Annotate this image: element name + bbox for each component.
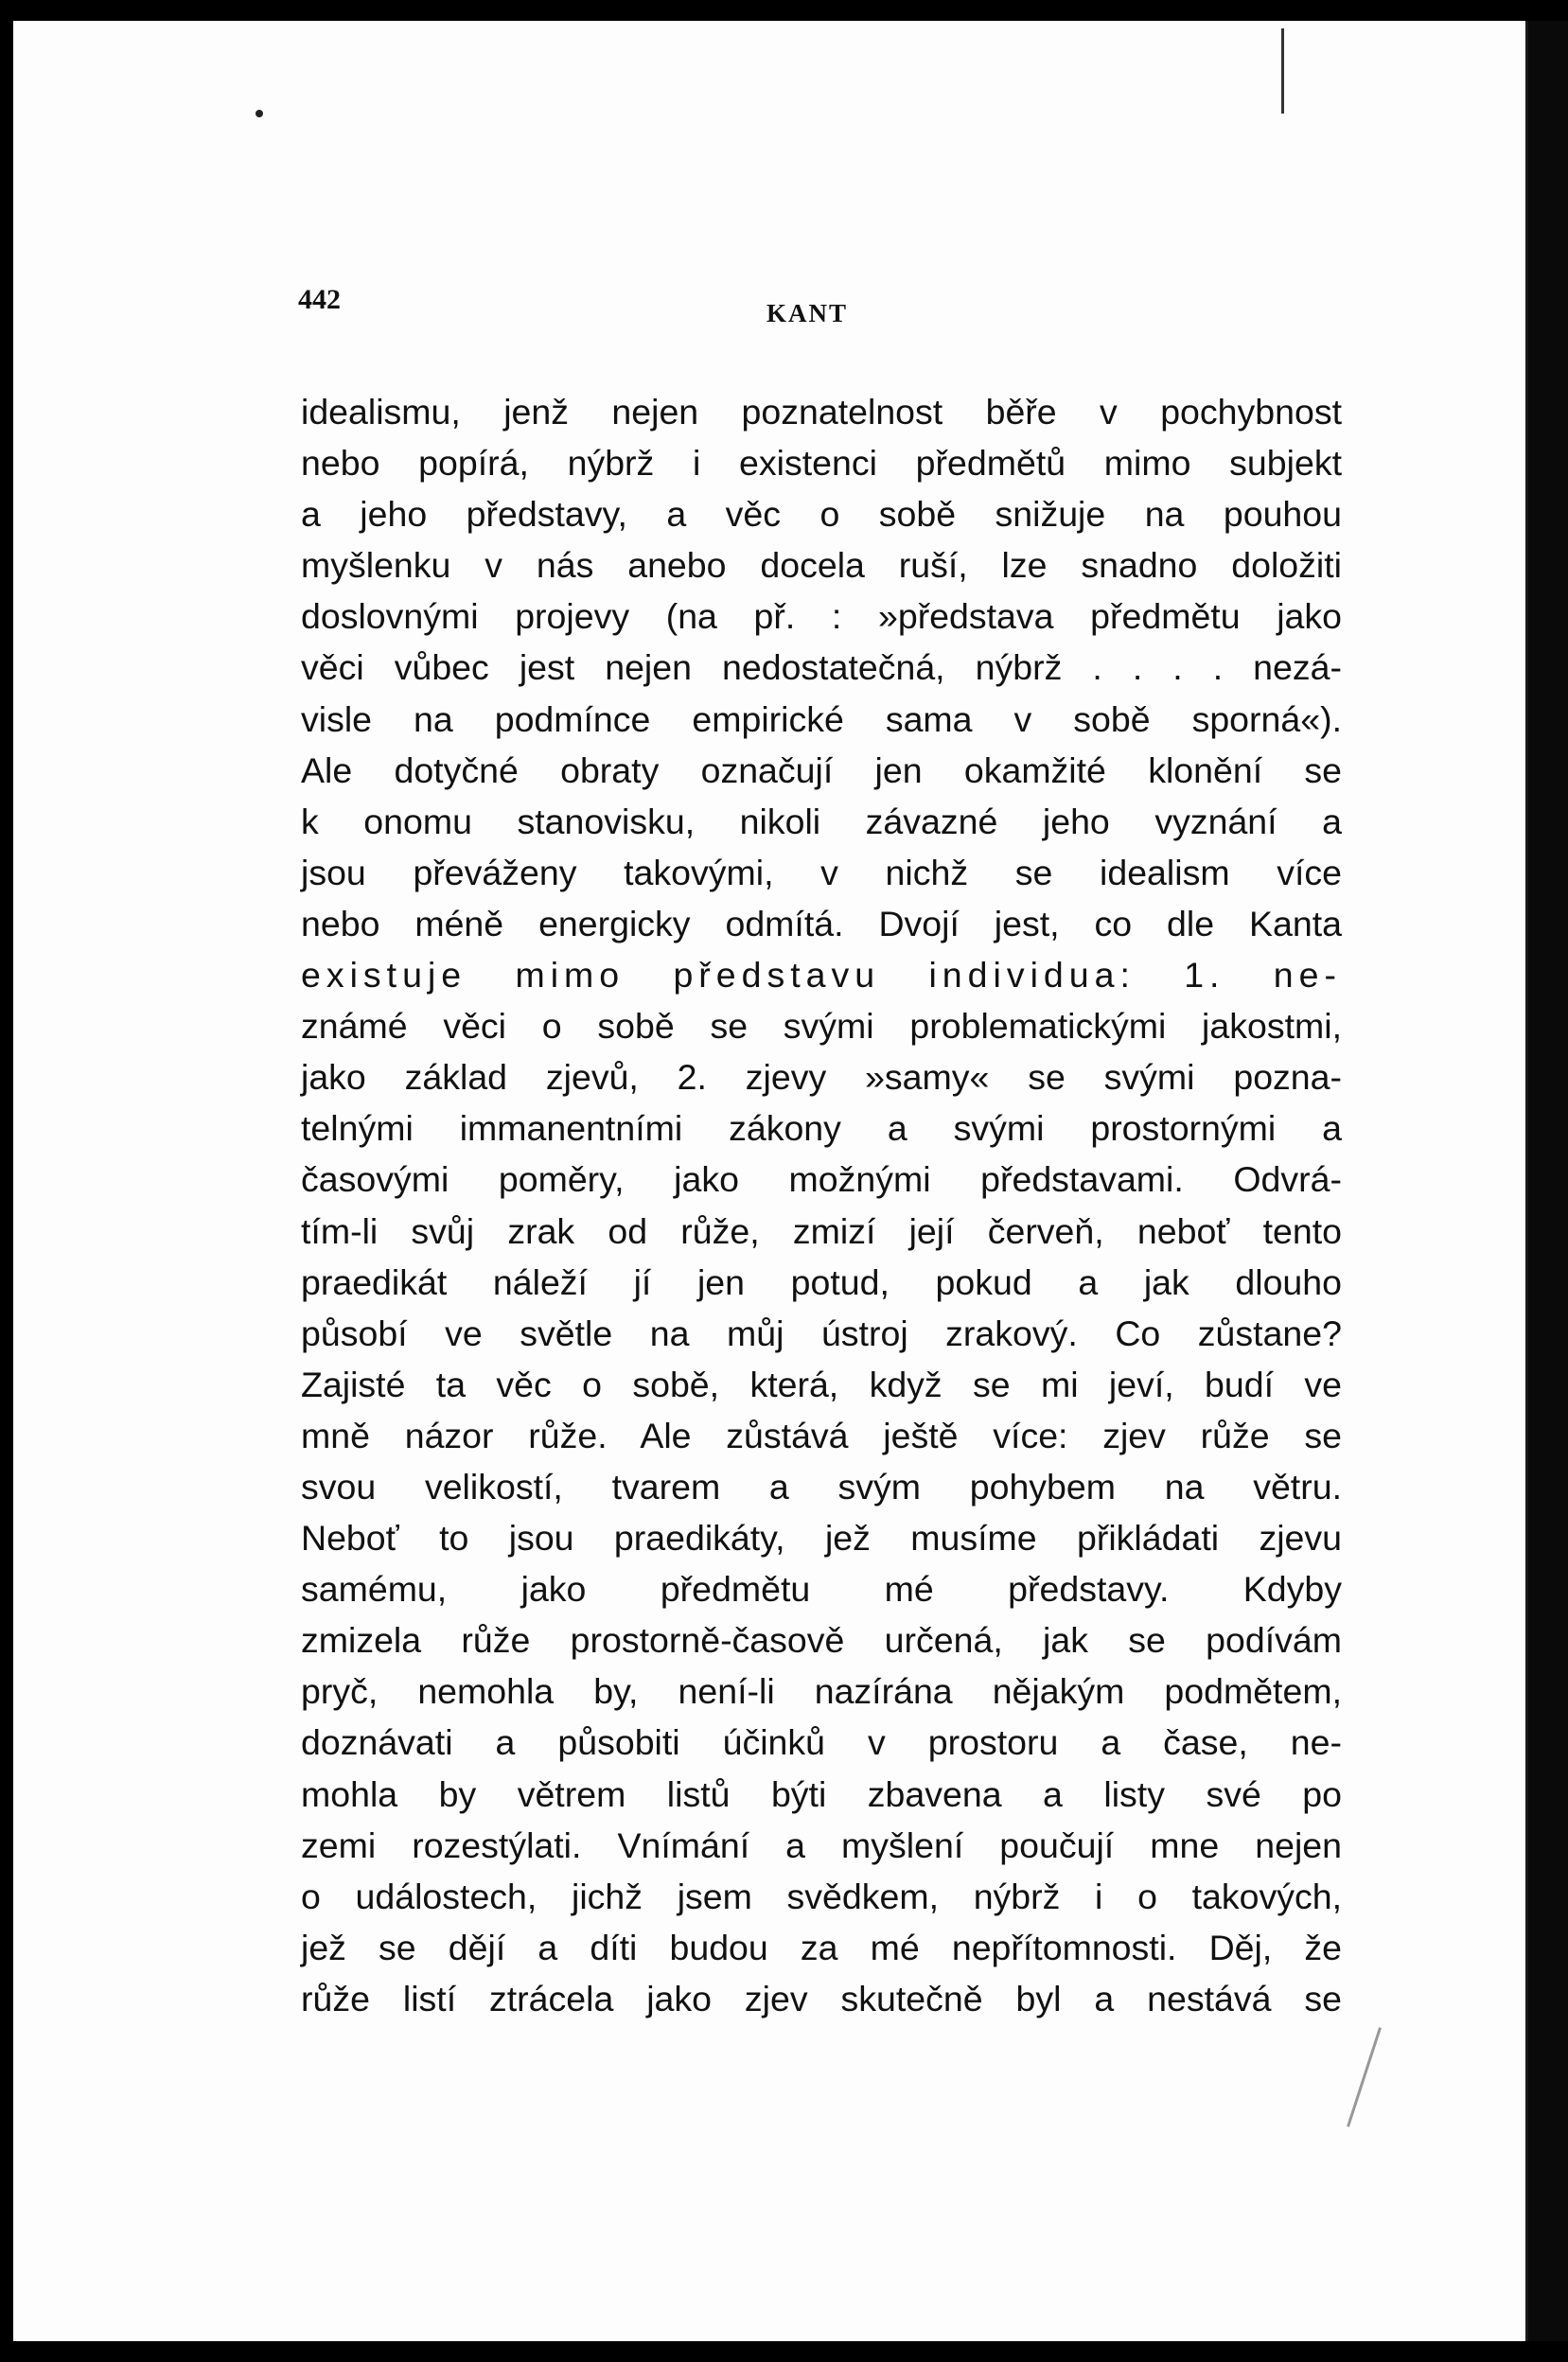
text-line: k onomu stanovisku, nikoli závazné jeho vyznání a (301, 801, 1342, 841)
scan-artifact-dot (255, 110, 263, 117)
running-head: KANT (766, 299, 849, 327)
body-text (301, 386, 1342, 2024)
text-line: telnými immanentními zákony a svými prostornými a (301, 1108, 1342, 1149)
text-line: nebo popírá, nýbrž i existenci předmětů mimo subjekt (301, 443, 1342, 484)
text-line: působí ve světle na můj ústroj zrakový. Co zůstane? (301, 1313, 1342, 1353)
text-line: zemi rozestýlati. Vnímání a myšlení poučují mne nejen (301, 1824, 1342, 1865)
text-line: známé věci o sobě se svými problematickými jakostmi, (301, 1006, 1342, 1047)
text-line: Zajisté ta věc o sobě, která, když se mi jeví, budí ve (301, 1364, 1342, 1404)
text-line: nebo méně energicky odmítá. Dvojí jest, co dle Kanta (301, 903, 1342, 943)
scan-margin (1528, 21, 1568, 2341)
text-line: jež se dějí a díti budou za mé nepřítomnosti. Děj, že (301, 1927, 1342, 1967)
text-line: visle na podmínce empirické sama v sobě sporná«). (301, 698, 1342, 739)
text-line: mně názor růže. Ale zůstává ještě více: zjev růže se (301, 1415, 1342, 1455)
text-line: jako základ zjevů, 2. zjevy »samy« se svými pozna- (301, 1057, 1342, 1098)
text-line: myšlenku v nás anebo docela ruší, lze snadno doložiti (301, 545, 1342, 586)
text-line: Neboť to jsou praedikáty, jež musíme přikládati zjevu (301, 1518, 1342, 1559)
text-line: existuje mimo představu individua: 1. ne- (301, 955, 1342, 996)
text-line: pryč, nemohla by, není-li nazírána nějakým podmětem, (301, 1671, 1342, 1712)
text-line: věci vůbec jest nejen nedostatečná, nýbrž . . . . nezá- (301, 647, 1342, 688)
text-line: zmizela růže prostorně-časově určená, jak se podívám (301, 1620, 1342, 1661)
page-number: 442 (298, 284, 341, 315)
text-line: časovými poměry, jako možnými představami. Odvrá- (301, 1159, 1342, 1200)
text-line: idealismu, jenž nejen poznatelnost běře v pochybnost (301, 392, 1342, 432)
text-line: doznávati a působiti účinků v prostoru a čase, ne- (301, 1722, 1342, 1763)
text-line: svou velikostí, tvarem a svým pohybem na větru. (301, 1466, 1342, 1507)
text-line: jsou převáženy takovými, v nichž se idealism více (301, 852, 1342, 892)
text-line: mohla by větrem listů býti zbavena a listy své po (301, 1773, 1342, 1814)
text-line: doslovnými projevy (na př. : »představa předmětu jako (301, 596, 1342, 637)
text-line: praedikát náleží jí jen potud, pokud a jak dlouho (301, 1261, 1342, 1302)
text-line: o událostech, jichž jsem svědkem, nýbrž i o takových, (301, 1876, 1342, 1916)
text-line: a jeho představy, a věc o sobě snižuje na pouhou (301, 494, 1342, 535)
text-line: tím-li svůj zrak od růže, zmizí její červeň, neboť tento (301, 1210, 1342, 1251)
text-line: Ale dotyčné obraty označují jen okamžité klonění se (301, 749, 1342, 790)
scan-artifact-mark (1281, 28, 1284, 114)
text-line: růže listí ztrácela jako zjev skutečně byl a nestává se (301, 1978, 1342, 2018)
text-line: samému, jako předmětu mé představy. Kdyby (301, 1569, 1342, 1610)
